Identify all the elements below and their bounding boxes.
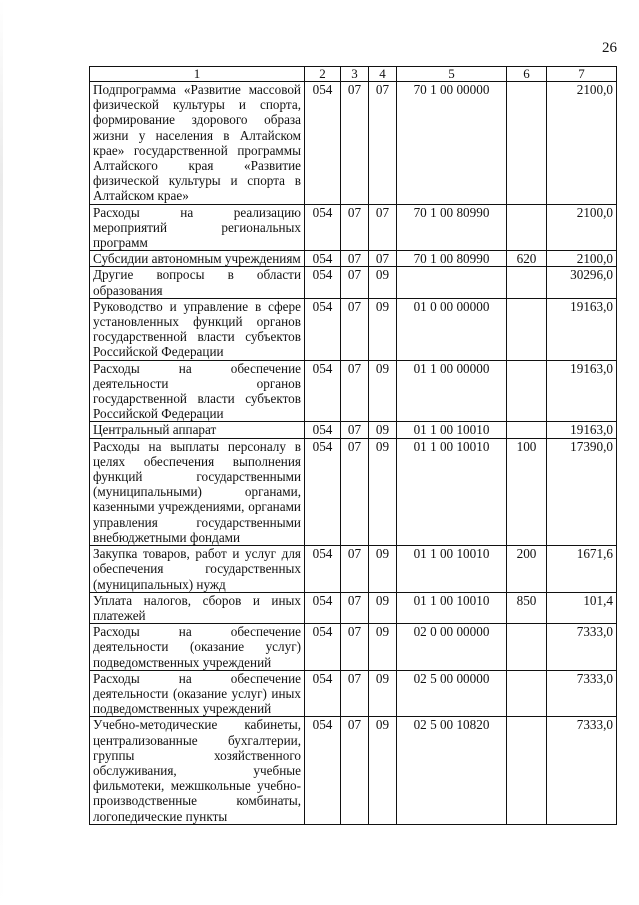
- row-subsection-cell: 07: [369, 82, 397, 205]
- row-target-article-cell: 70 1 00 80990: [397, 204, 507, 251]
- row-section-cell: 07: [341, 422, 369, 438]
- row-amount-cell: 7333,0: [547, 670, 617, 717]
- column-header: 1: [90, 67, 305, 82]
- scan-edge-shadow: [0, 0, 3, 905]
- row-target-article-cell: 01 0 00 00000: [397, 298, 507, 360]
- row-name-cell: Расходы на реализацию мероприятий региональных программ: [90, 204, 305, 251]
- row-name-cell: Расходы на обеспечение деятельности (оказание услуг) иных подведомственных учреждений: [90, 670, 305, 717]
- column-header: 3: [341, 67, 369, 82]
- row-name-cell: Учебно-методические кабинеты, централизованные бухгалтерии, группы хозяйственного обслуживания, учебные фильмотеки, межшкольные учебно-производственные комбинаты, логопедические пункты: [90, 717, 305, 824]
- table-row: [90, 82, 617, 205]
- row-target-article-cell: 01 1 00 10010: [397, 546, 507, 593]
- row-amount-cell: 7333,0: [547, 624, 617, 671]
- row-expense-type-cell: [507, 82, 547, 205]
- table-row: [90, 422, 617, 438]
- row-section-cell: 07: [341, 592, 369, 623]
- row-grbs-cell: 054: [305, 82, 341, 205]
- row-subsection-cell: 07: [369, 204, 397, 251]
- column-header: 7: [547, 67, 617, 82]
- row-grbs-cell: 054: [305, 251, 341, 267]
- row-expense-type-cell: 100: [507, 438, 547, 545]
- row-subsection-cell: 09: [369, 360, 397, 422]
- table-header-row: [90, 67, 617, 82]
- row-grbs-cell: 054: [305, 298, 341, 360]
- table-row: [90, 624, 617, 671]
- column-header: 4: [369, 67, 397, 82]
- row-expense-type-cell: 620: [507, 251, 547, 267]
- row-section-cell: 07: [341, 82, 369, 205]
- table-row: [90, 670, 617, 717]
- page-number: 26: [602, 40, 617, 56]
- row-grbs-cell: 054: [305, 204, 341, 251]
- row-expense-type-cell: [507, 624, 547, 671]
- row-expense-type-cell: [507, 422, 547, 438]
- row-grbs-cell: 054: [305, 592, 341, 623]
- row-section-cell: 07: [341, 267, 369, 298]
- row-target-article-cell: 02 0 00 00000: [397, 624, 507, 671]
- row-subsection-cell: 09: [369, 422, 397, 438]
- table-row: [90, 204, 617, 251]
- row-grbs-cell: 054: [305, 717, 341, 824]
- row-section-cell: 07: [341, 438, 369, 545]
- row-grbs-cell: 054: [305, 422, 341, 438]
- row-target-article-cell: 02 5 00 00000: [397, 670, 507, 717]
- budget-table: [89, 66, 617, 825]
- row-subsection-cell: 09: [369, 624, 397, 671]
- table-row: [90, 298, 617, 360]
- row-amount-cell: 2100,0: [547, 251, 617, 267]
- row-section-cell: 07: [341, 546, 369, 593]
- table-row: [90, 717, 617, 824]
- table-row: [90, 267, 617, 298]
- row-section-cell: 07: [341, 251, 369, 267]
- column-header: 6: [507, 67, 547, 82]
- table-row: [90, 592, 617, 623]
- row-target-article-cell: 02 5 00 10820: [397, 717, 507, 824]
- row-amount-cell: 19163,0: [547, 360, 617, 422]
- row-name-cell: Руководство и управление в сфере установленных функций органов государственной власти субъектов Российской Федерации: [90, 298, 305, 360]
- table-row: [90, 546, 617, 593]
- column-header: 2: [305, 67, 341, 82]
- row-name-cell: Центральный аппарат: [90, 422, 305, 438]
- column-header: 5: [397, 67, 507, 82]
- row-section-cell: 07: [341, 204, 369, 251]
- row-grbs-cell: 054: [305, 670, 341, 717]
- row-name-cell: Субсидии автономным учреждениям: [90, 251, 305, 267]
- row-subsection-cell: 09: [369, 670, 397, 717]
- row-name-cell: Другие вопросы в области образования: [90, 267, 305, 298]
- row-grbs-cell: 054: [305, 546, 341, 593]
- row-name-cell: Закупка товаров, работ и услуг для обеспечения государственных (муниципальных) нужд: [90, 546, 305, 593]
- row-subsection-cell: 09: [369, 298, 397, 360]
- row-target-article-cell: 01 1 00 00000: [397, 360, 507, 422]
- row-subsection-cell: 09: [369, 592, 397, 623]
- row-amount-cell: 7333,0: [547, 717, 617, 824]
- row-section-cell: 07: [341, 717, 369, 824]
- row-expense-type-cell: [507, 360, 547, 422]
- row-name-cell: Уплата налогов, сборов и иных платежей: [90, 592, 305, 623]
- row-subsection-cell: 09: [369, 267, 397, 298]
- row-subsection-cell: 09: [369, 438, 397, 545]
- row-section-cell: 07: [341, 624, 369, 671]
- row-amount-cell: 17390,0: [547, 438, 617, 545]
- row-target-article-cell: 70 1 00 00000: [397, 82, 507, 205]
- row-expense-type-cell: 200: [507, 546, 547, 593]
- row-expense-type-cell: [507, 298, 547, 360]
- row-amount-cell: 1671,6: [547, 546, 617, 593]
- row-section-cell: 07: [341, 670, 369, 717]
- row-target-article-cell: 01 1 00 10010: [397, 438, 507, 545]
- row-target-article-cell: [397, 267, 507, 298]
- row-expense-type-cell: [507, 204, 547, 251]
- table-row: [90, 251, 617, 267]
- row-expense-type-cell: [507, 717, 547, 824]
- row-amount-cell: 101,4: [547, 592, 617, 623]
- row-expense-type-cell: [507, 267, 547, 298]
- row-grbs-cell: 054: [305, 360, 341, 422]
- row-amount-cell: 2100,0: [547, 82, 617, 205]
- row-grbs-cell: 054: [305, 267, 341, 298]
- row-section-cell: 07: [341, 360, 369, 422]
- row-target-article-cell: 01 1 00 10010: [397, 592, 507, 623]
- row-name-cell: Расходы на обеспечение деятельности органов государственной власти субъектов Российской Федерации: [90, 360, 305, 422]
- row-name-cell: Подпрограмма «Развитие массовой физической культуры и спорта, формирование здорового образа жизни у населения в Алтайском крае» государственной программы Алтайского края «Развитие физической культуры и спорта в Алтайском крае»: [90, 82, 305, 205]
- row-name-cell: Расходы на выплаты персоналу в целях обеспечения выполнения функций государственными (муниципальными) органами, казенными учреждениями, органами управления государственными внебюджетными фондами: [90, 438, 305, 545]
- row-subsection-cell: 09: [369, 717, 397, 824]
- row-amount-cell: 2100,0: [547, 204, 617, 251]
- table-row: [90, 360, 617, 422]
- row-expense-type-cell: [507, 670, 547, 717]
- row-expense-type-cell: 850: [507, 592, 547, 623]
- row-name-cell: Расходы на обеспечение деятельности (оказание услуг) подведомственных учреждений: [90, 624, 305, 671]
- row-section-cell: 07: [341, 298, 369, 360]
- row-target-article-cell: 70 1 00 80990: [397, 251, 507, 267]
- row-amount-cell: 19163,0: [547, 422, 617, 438]
- row-grbs-cell: 054: [305, 624, 341, 671]
- row-subsection-cell: 09: [369, 546, 397, 593]
- row-grbs-cell: 054: [305, 438, 341, 545]
- row-amount-cell: 30296,0: [547, 267, 617, 298]
- row-amount-cell: 19163,0: [547, 298, 617, 360]
- table-row: [90, 438, 617, 545]
- row-subsection-cell: 07: [369, 251, 397, 267]
- row-target-article-cell: 01 1 00 10010: [397, 422, 507, 438]
